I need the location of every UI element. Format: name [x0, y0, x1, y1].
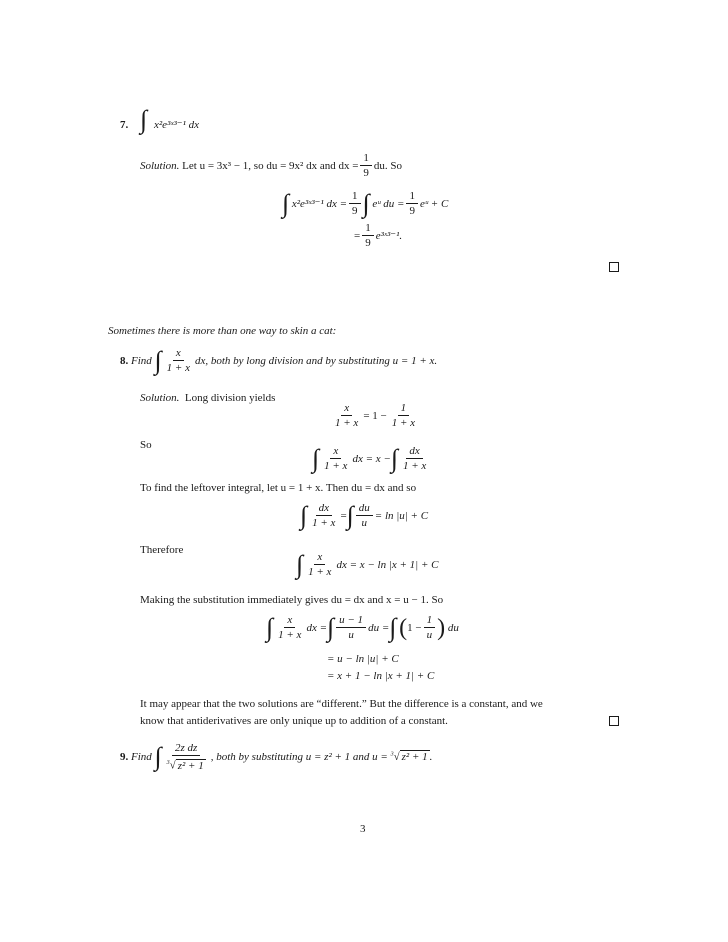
solution-label: Solution. [140, 159, 180, 172]
qed-box-icon [609, 262, 619, 272]
problem-7-equation-2: = $\frac{1}{9}$ e³ˣ³⁻¹. [354, 222, 403, 249]
substitution-line-2: = u − ln |u| + C [327, 653, 399, 665]
so-equation: ∫ $\frac{x}{1 + x}$ dx = x − ∫ $\frac{dx}{1 + x}$ [312, 443, 427, 473]
eq-right: eᵘ + C [419, 197, 449, 210]
problem-7-solution-line [140, 152, 402, 179]
integral-sign: ∫ [140, 105, 148, 134]
problem-9-statement: 9. Find ∫ $\frac{\text{2z dz}}{^3√ z^2 + 1}$ , both by substituting u = z² + 1 and u = $^3$√ z² + 1 . [120, 741, 433, 772]
solution-tail: du. So [373, 159, 403, 172]
problem-7-equation-1 [282, 190, 448, 217]
eq-left: x²e³ˣ³⁻¹ dx = [291, 198, 348, 210]
fraction: $\frac{x}{1 + x}$ [166, 347, 190, 374]
conclusion-line-1: It may appear that the two solutions are “different.” But the difference is a constant, and we [140, 698, 543, 710]
qed-box-icon [609, 716, 619, 726]
problem-8-statement: 8. Find ∫ $\frac{x}{1 + x}$ dx, both by long division and by substituting u = 1 + x. [120, 345, 438, 375]
integral-sign: ∫ [154, 345, 162, 375]
problem-7-number: 7. [120, 119, 129, 131]
eq-mid: eᵘ du = [372, 197, 405, 210]
integral-sign: ∫ [362, 188, 370, 218]
long-division-equation: $\frac{x}{1 + x}$ = 1 − $\frac{1}{1 + x}$ [335, 402, 416, 429]
substitution-equation: ∫ $\frac{x}{1 + x}$ dx = ∫ $\frac{u - 1}{u}$ du = ∫ ( 1 − $\frac{1}{u}$ ) du [266, 612, 459, 642]
fraction: $\frac{1}{9}$ [349, 190, 361, 217]
integral-sign: ∫ [154, 741, 162, 771]
therefore-equation: ∫ $\frac{x}{1 + x}$ dx = x − ln |x + 1| + C [296, 549, 439, 579]
intro-text: Sometimes there is more than one way to skin a cat: [108, 325, 337, 337]
solution-text: Let u = 3x³ − 1, so du = 9x² dx and dx = [182, 159, 359, 172]
fraction: $\frac{\text{2z dz}}{^3√ z^2 + 1}$ [166, 742, 204, 772]
therefore-label: Therefore [140, 544, 184, 556]
conclusion-line-2: know that antiderivatives are only unique up to addition of a constant. [140, 715, 448, 727]
problem-7-integral: x²e³ˣ³⁻¹ dx [154, 119, 199, 131]
substitution-text: Making the substitution immediately gives du = dx and x = u − 1. So [140, 594, 444, 606]
substitution-line-3: = x + 1 − ln |x + 1| + C [327, 670, 435, 682]
problem-8-solution-line: Solution. Long division yields [140, 392, 276, 404]
fraction: $\frac{1}{9}$ [360, 152, 372, 179]
so-label: So [140, 439, 152, 451]
fraction: $\frac{1}{9}$ [362, 222, 374, 249]
page-number: 3 [360, 823, 366, 835]
leftover-text: To find the leftover integral, let u = 1 + x. Then du = dx and so [140, 482, 417, 494]
integral-sign: ∫ [282, 188, 290, 218]
fraction: $\frac{1}{9}$ [406, 190, 418, 217]
leftover-equation: ∫ $\frac{dx}{1 + x}$ = ∫ $\frac{du}{u}$ = ln |u| + C [300, 500, 429, 530]
